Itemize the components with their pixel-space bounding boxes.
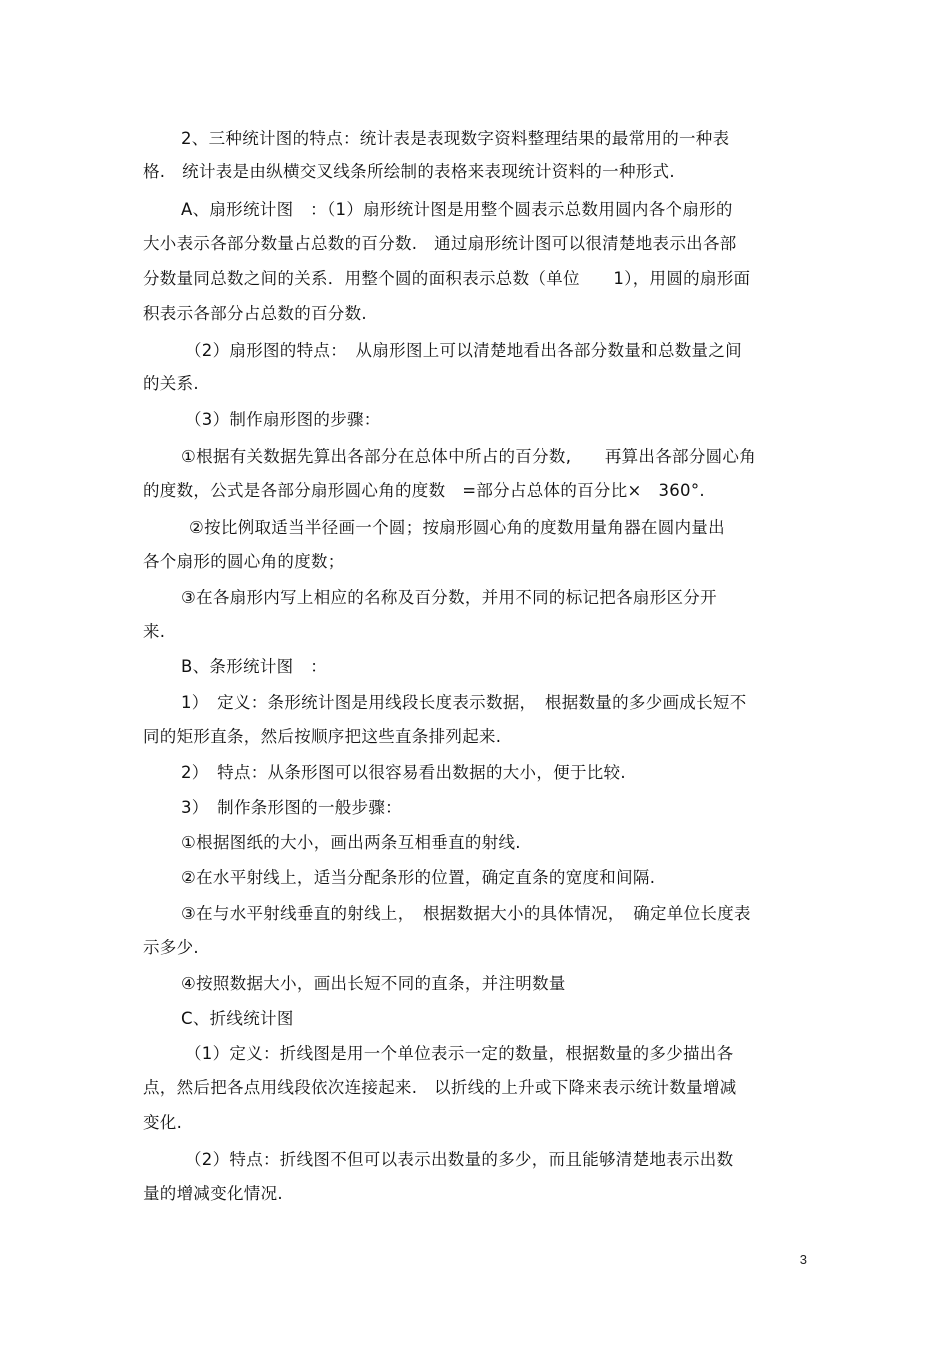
- text-line: ④按照数据大小，画出长短不同的直条，并注明数量: [181, 974, 566, 993]
- text-line: 格. 统计表是由纵横交叉线条所绘制的表格来表现统计资料的一种形式.: [143, 162, 675, 181]
- text-line: 3） 制作条形图的一般步骤：: [181, 798, 402, 817]
- text-line: 2、三种统计图的特点：统计表是表现数字资料整理结果的最常用的一种表: [181, 129, 730, 148]
- text-line: 来.: [143, 622, 166, 641]
- text-line: C、折线统计图: [181, 1009, 294, 1028]
- text-line: 变化.: [143, 1113, 183, 1132]
- text-line: ②按比例取适当半径画一个圆；按扇形圆心角的度数用量角器在圆内量出: [189, 518, 725, 537]
- text-line: 2） 特点：从条形图可以很容易看出数据的大小，便于比较.: [181, 763, 626, 782]
- text-line: ③在与水平射线垂直的射线上， 根据数据大小的具体情况， 确定单位长度表: [181, 904, 751, 923]
- text-line: ①根据有关数据先算出各部分在总体中所占的百分数, 再算出各部分圆心角: [181, 447, 757, 466]
- text-line: 同的矩形直条，然后按顺序把这些直条排列起来.: [143, 727, 502, 746]
- text-line: 1） 定义：条形统计图是用线段长度表示数据， 根据数量的多少画成长短不: [181, 693, 747, 712]
- text-line: （2）扇形图的特点： 从扇形图上可以清楚地看出各部分数量和总数量之间: [185, 341, 742, 360]
- page-number: 3: [799, 1252, 807, 1267]
- text-line: ②在水平射线上，适当分配条形的位置，确定直条的宽度和间隔.: [181, 868, 656, 887]
- text-line: ①根据图纸的大小，画出两条互相垂直的射线.: [181, 833, 521, 852]
- text-line: 示多少.: [143, 938, 199, 957]
- text-line: （3）制作扇形图的步骤：: [185, 410, 381, 429]
- text-line: A、扇形统计图 ：（1）扇形统计图是用整个圆表示总数用圆内各个扇形的: [181, 200, 733, 219]
- text-line: 的度数，公式是各部分扇形圆心角的度数 =部分占总体的百分比× 360°.: [143, 481, 705, 500]
- text-line: 量的增减变化情况.: [143, 1184, 283, 1203]
- text-line: 的关系.: [143, 374, 199, 393]
- text-line: （2）特点：折线图不但可以表示出数量的多少，而且能够清楚地表示出数: [185, 1150, 734, 1169]
- text-line: 各个扇形的圆心角的度数；: [143, 552, 345, 571]
- text-line: 大小表示各部分数量占总数的百分数. 通过扇形统计图可以很清楚地表示出各部: [143, 234, 737, 253]
- text-line: B、条形统计图 ：: [181, 657, 328, 676]
- text-line: （1）定义：折线图是用一个单位表示一定的数量，根据数量的多少描出各: [185, 1044, 734, 1063]
- text-line: ③在各扇形内写上相应的名称及百分数，并用不同的标记把各扇形区分开: [181, 588, 717, 607]
- text-line: 积表示各部分占总数的百分数.: [143, 304, 367, 323]
- text-line: 分数量同总数之间的关系．用整个圆的面积表示总数（单位 1），用圆的扇形面: [143, 269, 751, 288]
- text-line: 点，然后把各点用线段依次连接起来. 以折线的上升或下降来表示统计数量增减: [143, 1078, 737, 1097]
